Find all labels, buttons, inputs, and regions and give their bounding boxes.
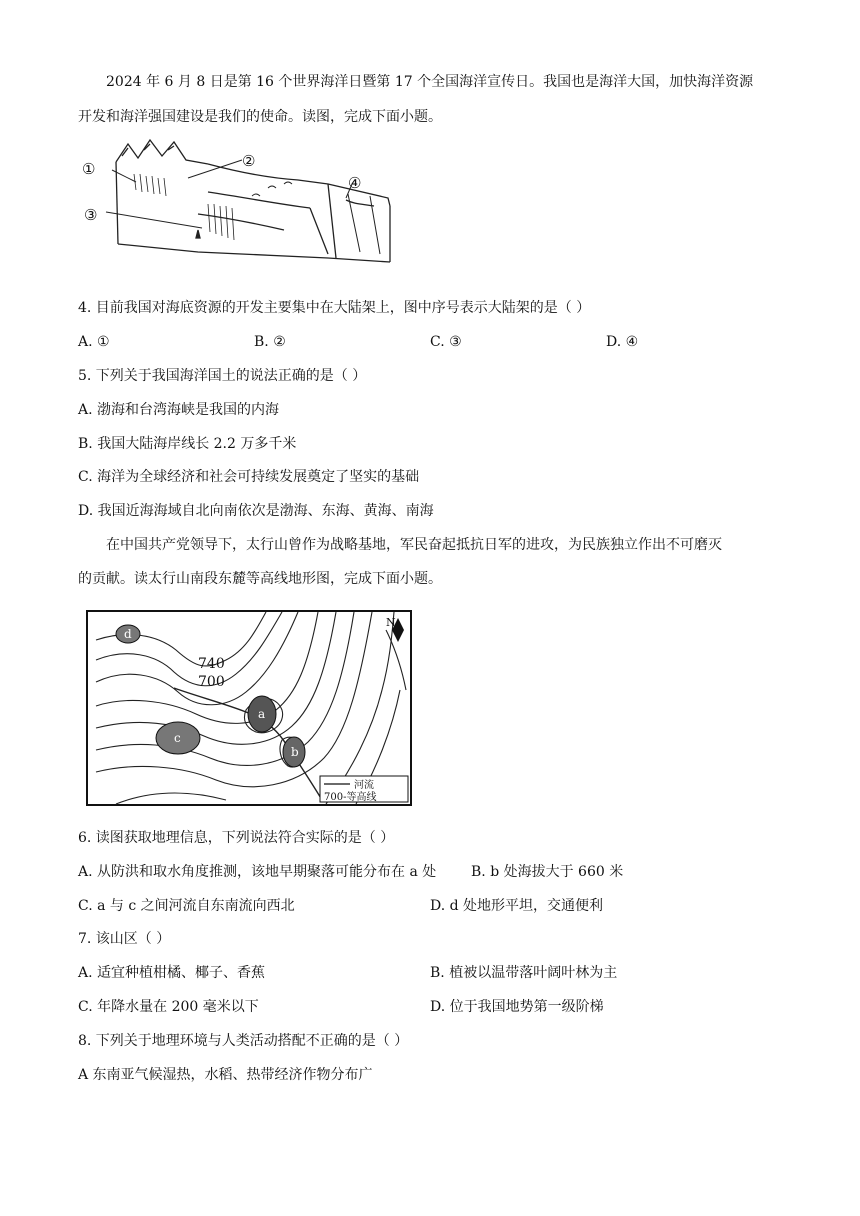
contour-label-740: 740 <box>198 656 225 672</box>
question-6-stem: 6. 读图获取地理信息，下列说法符合实际的是（ ） <box>78 830 395 846</box>
question-5-option-b: B. 我国大陆海岸线长 2.2 万多千米 <box>78 436 297 452</box>
intro-passage-2-line-1: 在中国共产党领导下，太行山曾作为战略基地，军民奋起抵抗日军的进攻，为民族独立作出不可磨灭 <box>106 537 722 553</box>
legend-river-label: 河流 <box>354 780 374 791</box>
question-7-option-a: A. 适宜种植柑橘、椰子、香蕉 <box>78 965 266 981</box>
spot-a-label: a <box>258 707 266 721</box>
contour-label-700: 700 <box>198 674 225 690</box>
question-6-option-b: B. b 处海拔大于 660 米 <box>471 864 624 880</box>
question-4-option-b: B. ② <box>254 334 286 350</box>
question-5-option-d: D. 我国近海海域自北向南依次是渤海、东海、黄海、南海 <box>78 503 434 519</box>
contour-map <box>86 610 412 806</box>
question-6-option-d: D. d 处地形平坦，交通便利 <box>430 898 604 914</box>
question-6-option-c: C. a 与 c 之间河流自东南流向西北 <box>78 898 295 914</box>
question-7-option-c: C. 年降水量在 200 毫米以下 <box>78 999 259 1015</box>
question-8-option-a: A 东南亚气候湿热，水稻、热带经济作物分布广 <box>78 1067 373 1083</box>
question-7-option-b: B. 植被以温带落叶阔叶林为主 <box>430 965 618 981</box>
question-5-option-a: A. 渤海和台湾海峡是我国的内海 <box>78 402 280 418</box>
question-8-stem: 8. 下列关于地理环境与人类活动搭配不正确的是（ ） <box>78 1033 409 1049</box>
question-5-stem: 5. 下列关于我国海洋国土的说法正确的是（ ） <box>78 368 367 384</box>
spot-b-label: b <box>291 745 299 759</box>
legend-contour-label: 700-等高线 <box>324 792 377 803</box>
question-4-option-d: D. ④ <box>606 334 639 350</box>
question-4-option-c: C. ③ <box>430 334 462 350</box>
question-5-option-c: C. 海洋为全球经济和社会可持续发展奠定了坚实的基础 <box>78 469 420 485</box>
question-7-stem: 7. 该山区（ ） <box>78 931 171 947</box>
spot-d-label: d <box>124 627 132 641</box>
intro-passage-1-line-2: 开发和海洋强国建设是我们的使命。读图，完成下面小题。 <box>78 109 442 125</box>
question-4-stem: 4. 目前我国对海底资源的开发主要集中在大陆架上，图中序号表示大陆架的是（ ） <box>78 300 591 316</box>
intro-passage-2-line-2: 的贡献。读太行山南段东麓等高线地形图，完成下面小题。 <box>78 571 442 587</box>
figure1-label-3: ③ <box>84 206 98 224</box>
north-label: N <box>386 616 396 629</box>
intro-passage-1-line-1: 2024 年 6 月 8 日是第 16 个世界海洋日暨第 17 个全国海洋宣传日。我国也是海洋大国，加快海洋资源 <box>106 74 754 90</box>
question-6-option-a: A. 从防洪和取水角度推测，该地早期聚落可能分布在 a 处 <box>78 864 437 880</box>
question-7-option-d: D. 位于我国地势第一级阶梯 <box>430 999 604 1015</box>
seafloor-block-diagram <box>78 134 398 264</box>
figure1-label-2: ② <box>242 152 256 170</box>
question-4-option-a: A. ① <box>78 334 110 350</box>
spot-c-label: c <box>174 731 181 745</box>
figure1-label-4: ④ <box>348 174 362 192</box>
figure1-label-1: ① <box>82 160 96 178</box>
